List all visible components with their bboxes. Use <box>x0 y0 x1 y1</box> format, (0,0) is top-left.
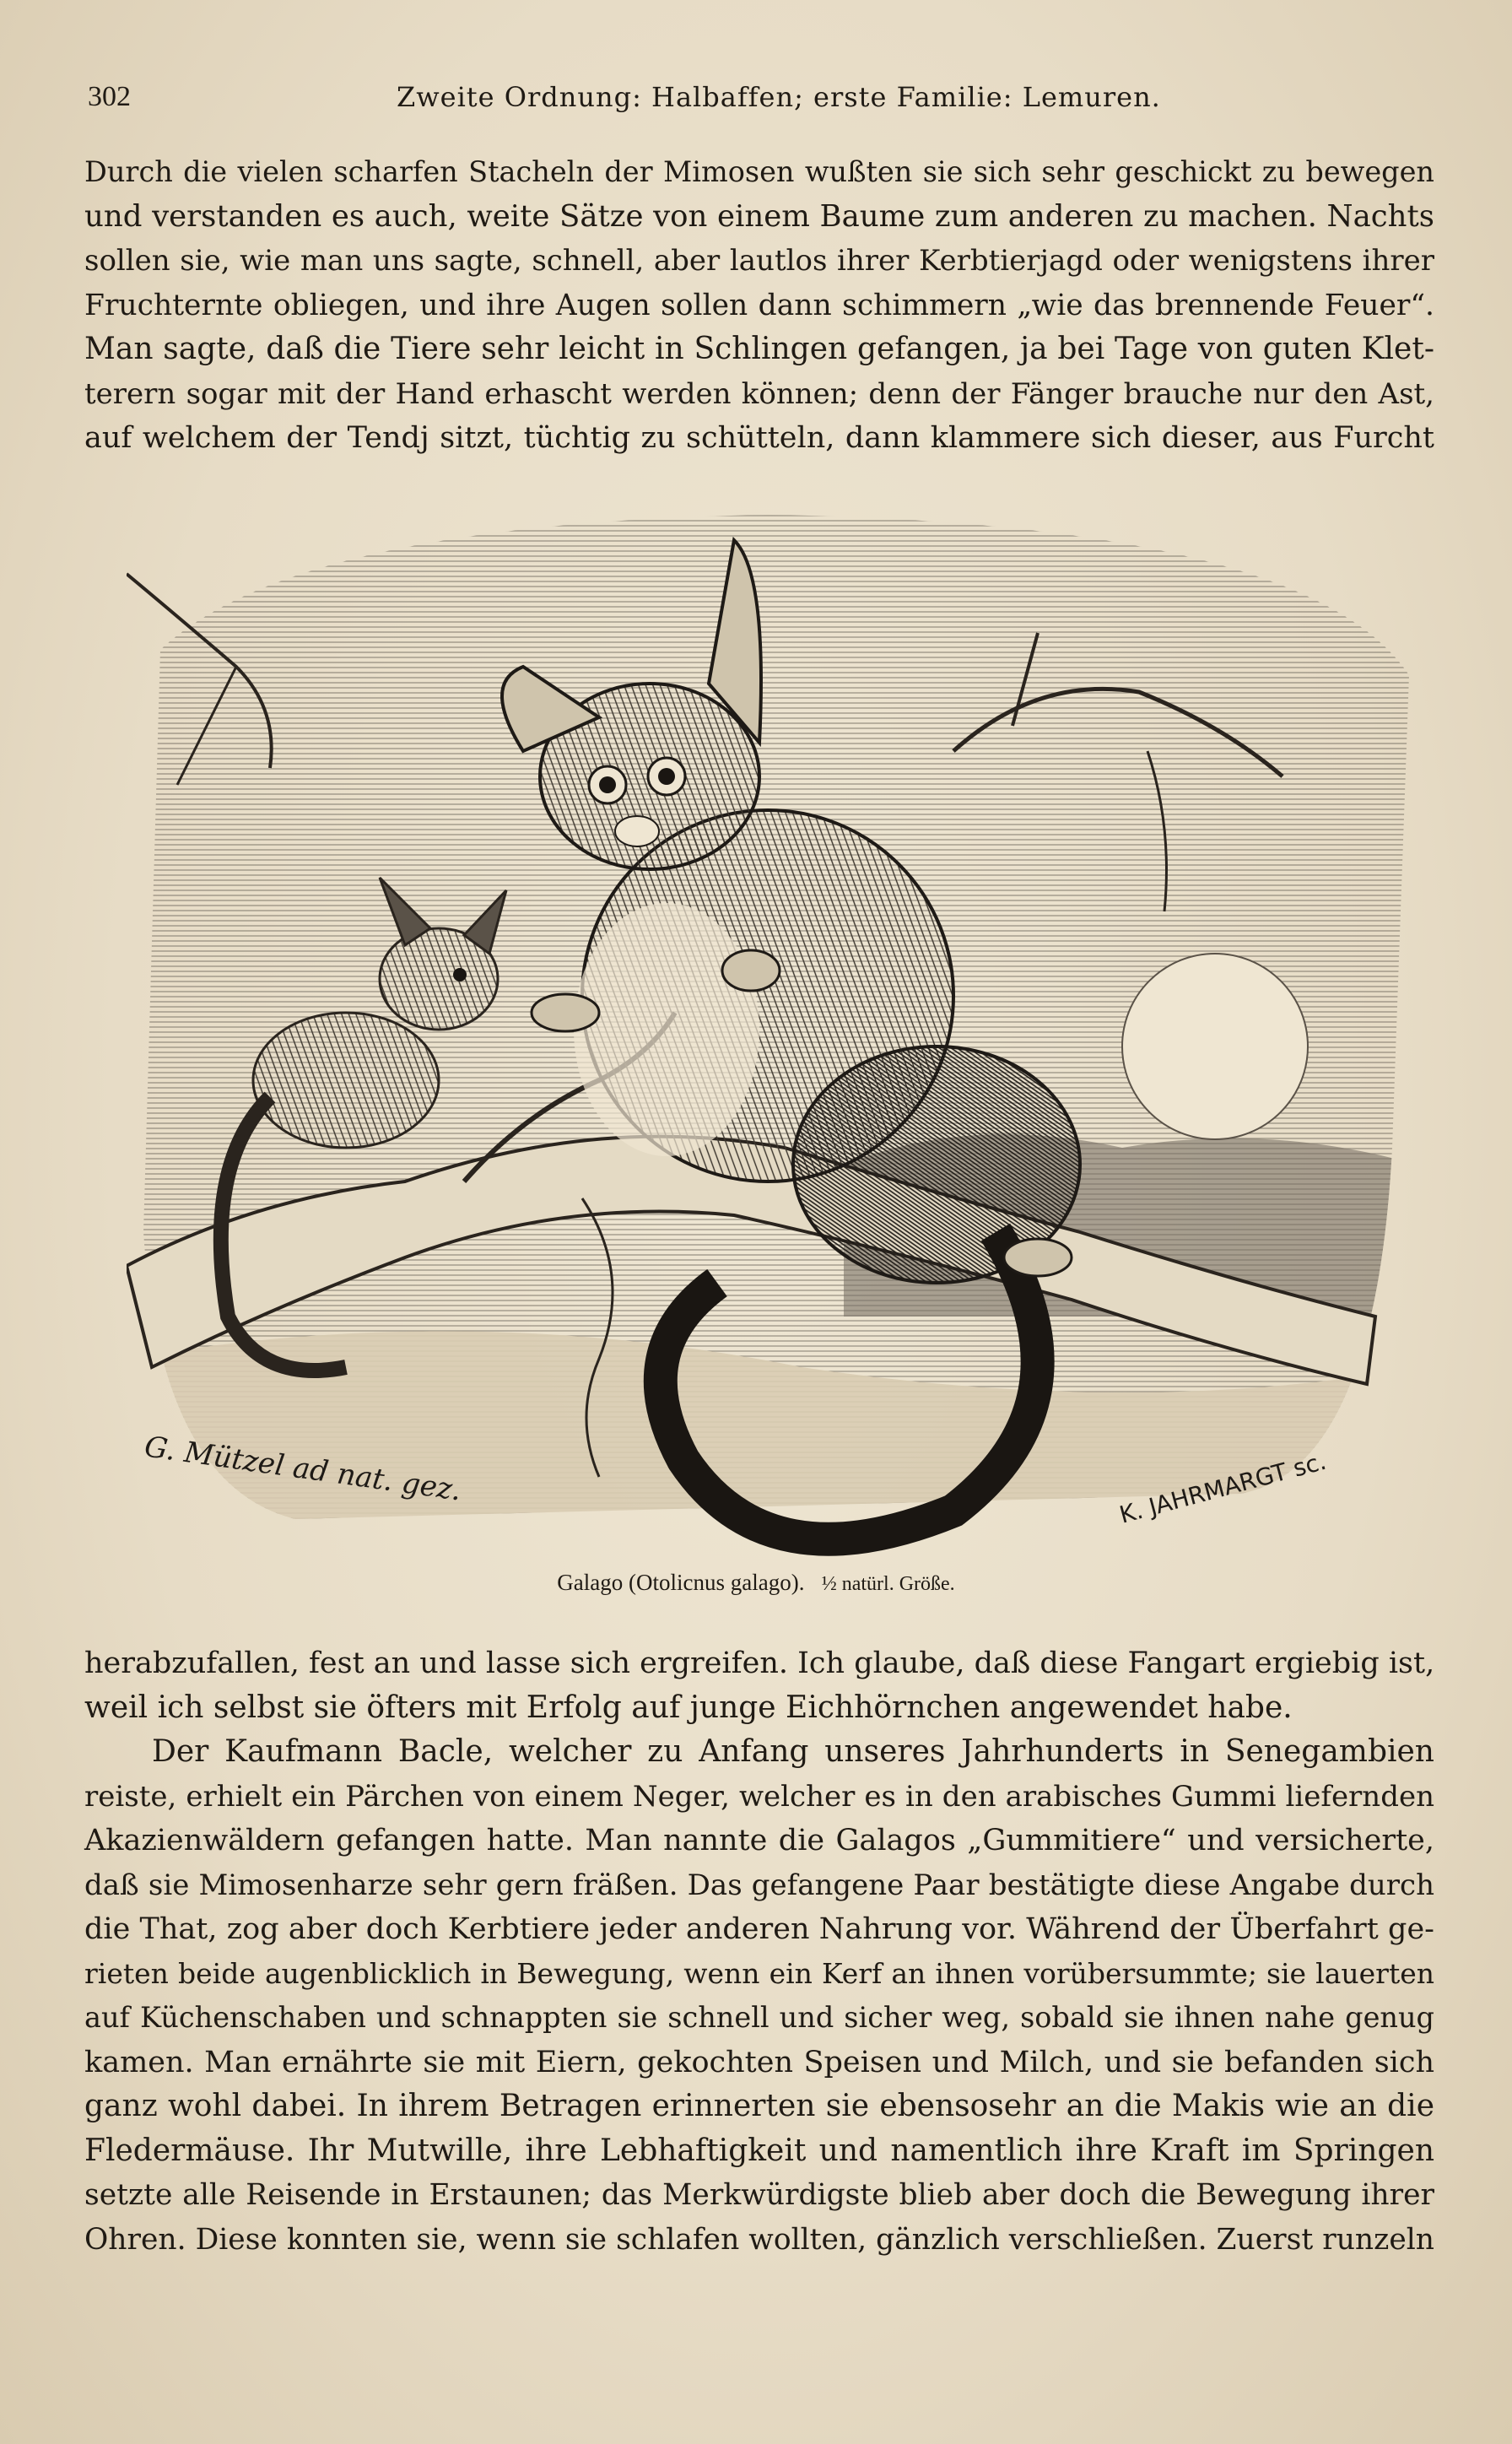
paragraph-continuation <box>84 1641 1434 1730</box>
text-line: Der Kaufmann Bacle, welcher zu Anfang unseres Jahrhunderts in Senegambien <box>152 1734 1434 1769</box>
running-head: Zweite Ordnung: Halbaffen; erste Familie: Lemuren. <box>397 81 1161 113</box>
text-line: Akazienwäldern gefangen hatte. Man nannte die Galagos „Gummitiere“ und versicherte, <box>84 1824 1434 1857</box>
text-line: ganz wohl dabei. In ihrem Betragen erinnerten sie ebensosehr an die Makis wie an die <box>84 2089 1434 2123</box>
text-line: auf Küchenschaben und schnappten sie schnell und sicher weg, sobald sie ihnen nahe genug <box>84 2001 1434 2034</box>
caption-scale: ½ natürl. Größe. <box>821 1573 955 1595</box>
text-line: reiste, erhielt ein Pärchen von einem Neger, welcher es in den arabisches Gummi liefernden <box>84 1779 1434 1814</box>
text-line: Fledermäuse. Ihr Mutwille, ihre Lebhaftigkeit und namentlich ihre Kraft im Springen <box>84 2133 1434 2168</box>
figure-caption <box>0 1570 1512 1596</box>
text-line: kamen. Man ernährte sie mit Eiern, gekochten Speisen und Milch, und sie befanden sich <box>84 2045 1434 2079</box>
paragraph-top <box>84 150 1434 461</box>
text-line: weil ich selbst sie öfters mit Erfolg auf junge Eichhörnchen angewendet habe. <box>84 1690 1293 1725</box>
text-line: auf welchem der Tendj sitzt, tüchtig zu schütteln, dann klammere sich dieser, aus Furcht <box>84 421 1434 455</box>
engraver-signature: K. JAHRMARGT sc. <box>1116 1446 1330 1529</box>
caption-title: Galago (Otolicnus galago). <box>557 1570 805 1595</box>
text-line: die That, zog aber doch Kerbtiere jeder anderen Nahrung vor. Während der Überfahrt ge- <box>84 1912 1434 1946</box>
text-line: und verstanden es auch, weite Sätze von einem Baume zum anderen zu machen. Nachts <box>84 198 1434 234</box>
page-number: 302 <box>88 81 131 112</box>
text-line: Man sagte, daß die Tiere sehr leicht in Schlingen gefangen, ja bei Tage von guten Klet- <box>84 332 1434 366</box>
text-line: sollen sie, wie man uns sagte, schnell, aber lautlos ihrer Kerbtierjagd oder wenigstens ihrer <box>84 244 1434 278</box>
text-line: Ohren. Diese konnten sie, wenn sie schlafen wollten, gänzlich verschließen. Zuerst runzeln <box>84 2222 1434 2257</box>
text-line: terern sogar mit der Hand erhascht werden können; denn der Fänger brauche nur den Ast, <box>84 376 1434 411</box>
text-line: Fruchternte obliegen, und ihre Augen sollen dann schimmern „wie das brennende Feuer“. <box>84 288 1434 322</box>
text-line: setzte alle Reisende in Erstaunen; das Merkwürdigste blieb aber doch die Bewegung ihrer <box>84 2178 1434 2212</box>
paragraph-bacle <box>84 1730 1434 2262</box>
text-line: daß sie Mimosenharze sehr gern fräßen. Das gefangene Paar bestätigte diese Angabe durch <box>84 1868 1434 1902</box>
text-line: herabzufallen, fest an und lasse sich ergreifen. Ich glaube, daß diese Fangart ergiebig ist, <box>84 1646 1435 1680</box>
artist-signature: G. Mützel ad nat. gez. <box>142 1430 464 1508</box>
text-line: rieten beide augenblicklich in Bewegung, wenn ein Kerf an ihnen vorübersummte; sie lauerten <box>84 1956 1434 1990</box>
galago-engraving <box>127 473 1418 1570</box>
page-header <box>84 81 1434 123</box>
engraving-illustration <box>127 473 1418 1570</box>
text-line: Durch die vielen scharfen Stacheln der Mimosen wußten sie sich sehr geschickt zu bewegen <box>84 155 1434 188</box>
